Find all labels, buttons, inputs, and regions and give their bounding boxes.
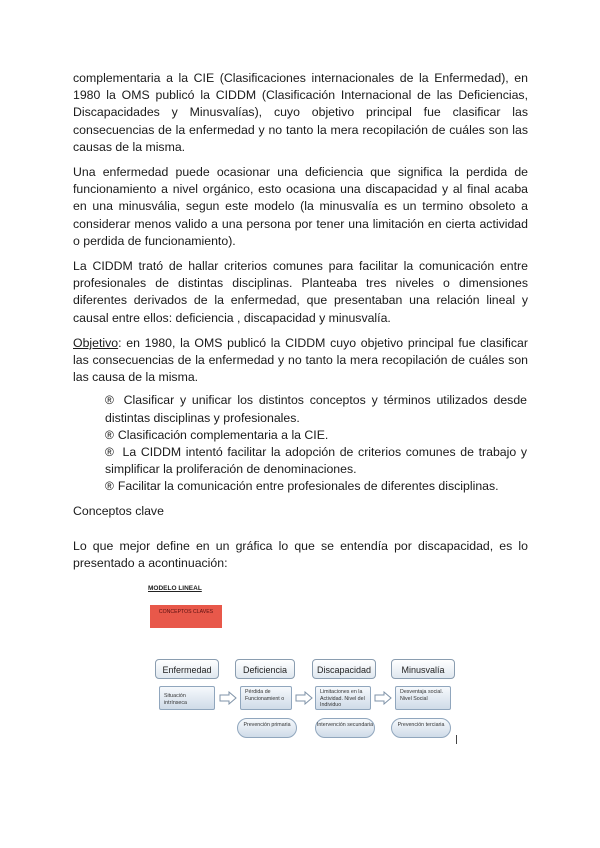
arrow-right-icon (374, 691, 392, 705)
paragraph-3: La CIDDM trató de hallar criterios comunes para facilitar la comunicación entre profesionales de distintas disciplinas. Planteaba tres niveles o dimensiones diferentes derivados de la enfermedad, que presentaban una relación lineal y causal entre ellos: deficiencia , discapacidad y minusvalía. (73, 259, 528, 325)
header-box-deficiencia: Deficiencia (235, 659, 295, 679)
list-item: ® La CIDDM intentó facilitar la adopción de criterios comunes de trabajo y simplificar la proliferación de denominaciones. (105, 445, 527, 477)
objetivo-text: : en 1980, la OMS publicó la CIDDM cuyo objetivo principal fue clasificar las consecuencias de la enfermedad y no tanto la mera recopilación de cuáles son las causa de la misma. (73, 335, 528, 385)
bullet-marker-icon: ® (105, 427, 114, 442)
arrow-right-icon (295, 691, 313, 705)
sub-box-limitaciones: Limitaciones en la Actividad. Nivel del Individuo (315, 686, 371, 710)
section-title: Conceptos clave (73, 504, 164, 518)
document-body (73, 70, 528, 496)
header-box-discapacidad: Discapacidad (312, 659, 376, 679)
bullet-marker-icon: ® (105, 445, 114, 460)
list-item: ® Clasificación complementaria a la CIE. (105, 427, 329, 442)
header-box-minusvalia: Minusvalía (391, 659, 455, 679)
bullet-list (105, 392, 527, 495)
intro-paragraph: Lo que mejor define en un gráfica lo que se entendía por discapacidad, es lo presentado a acontinuación: (73, 539, 528, 571)
linear-model-diagram (145, 583, 465, 748)
header-box-enfermedad: Enfermedad (155, 659, 219, 679)
list-item: ® Facilitar la comunicación entre profesionales de diferentes disciplinas. (105, 479, 499, 494)
list-item: ® Clasificar y unificar los distintos conceptos y términos utilizados desde distintas disciplinas y profesionales. (105, 393, 528, 425)
concepts-red-box: CONCEPTOS CLAVES (150, 605, 222, 628)
sub-box-situacion: Situación intrínseca (159, 686, 215, 710)
oval-prevencion-terciaria: Prevención terciaria (391, 718, 451, 738)
text-cursor (456, 735, 457, 744)
sub-box-perdida: Pérdida de Funcionamient o (240, 686, 292, 710)
arrow-right-icon (219, 691, 237, 705)
paragraph-1: complementaria a la CIE (Clasificaciones internacionales de la Enfermedad), en 1980 la OMS publicó la CIDDM (Clasificación Internacional de las Deficiencias, Discapacidades y Minusvalías), cuyo objetivo principal fue clasificar las consecuencias de la enfermedad y no tanto la mera recopilación de cuáles son las causas de la misma. (73, 71, 528, 154)
paragraph-2: Una enfermedad puede ocasionar una deficiencia que significa la perdida de funcionamiento a nivel orgánico, esto ocasiona una discapacidad y al final acaba en una minusvália, segun este modelo (la minusvalía es un termino obsoleto a considerar menos valido a una persona por tener una limitación en cierta actividad o perdida de funcionamiento). (73, 165, 528, 248)
bullet-marker-icon: ® (105, 479, 114, 494)
oval-prevencion-primaria: Prevención primaria (237, 718, 297, 738)
bullet-marker-icon: ® (105, 393, 114, 408)
objetivo-label: Objetivo (73, 335, 119, 350)
sub-box-desventaja: Desventaja social. Nivel Social (395, 686, 451, 710)
oval-intervencion-secundaria: Intervención secundaria (315, 718, 375, 738)
diagram-title: MODELO LINEAL (148, 585, 202, 592)
paragraph-objetivo (73, 335, 528, 387)
